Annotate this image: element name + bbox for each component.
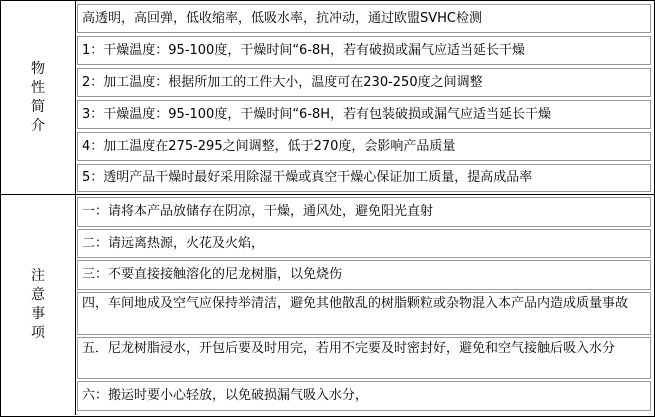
precaution-row-5: 五．尼龙树脂浸水，开包后要及时用完，若用不完要及时密封好，避免和空气接触后吸入水分 bbox=[77, 337, 651, 379]
property-row-6: 5：透明产品干燥时最好采用除湿干燥或真空干燥心保证加工质量，提高成品率 bbox=[77, 164, 651, 192]
precaution-row-3: 三：不要直接接触溶化的尼龙树脂，以免烧伤 bbox=[77, 260, 651, 290]
precaution-row-6: 六：搬运时要小心轻放，以免破损漏气吸入水分， bbox=[77, 381, 651, 411]
property-row-5: 4：加工温度在275-295之间调整，低于270度，会影响产品质量 bbox=[77, 132, 651, 161]
section-label-char: 物 bbox=[31, 60, 45, 77]
property-row-1: 高透明，高回弹，低收缩率，低吸水率，抗冲动，通过欧盟SVHC检测 bbox=[77, 4, 651, 33]
section-label-properties bbox=[0, 1, 76, 194]
property-row-2: 1：干燥温度：95-100度，干燥时间“6-8H，若有破损或漏气应适当延长干燥 bbox=[77, 36, 651, 65]
section-label-char: 意 bbox=[31, 287, 45, 303]
section-divider bbox=[1, 194, 654, 195]
section-label-precautions bbox=[0, 195, 76, 415]
section-label-char: 性 bbox=[31, 79, 45, 96]
precaution-row-2: 二：请远离热源，火花及火焰， bbox=[77, 229, 651, 258]
section-label-char: 事 bbox=[31, 306, 45, 322]
property-row-4: 3：干燥温度：95-100度，干燥时间“6-8H，若有包装破损或漏气应适当延长干燥 bbox=[77, 100, 651, 129]
section-label-char: 注 bbox=[31, 268, 45, 284]
precaution-row-1: 一：请将本产品放储存在阴凉，干燥，通风处，避免阳光直射 bbox=[77, 197, 651, 227]
section-label-char: 项 bbox=[31, 325, 45, 341]
section-label-char: 简 bbox=[31, 98, 45, 115]
precaution-row-4: 四，车间地成及空气应保持举清洁，避免其他散乱的树脂颗粒或杂物混入本产品内造成质量事故 bbox=[77, 292, 651, 335]
property-row-3: 2：加工温度：根据所加工的工件大小，温度可在230-250度之间调整 bbox=[77, 68, 651, 97]
section-label-char: 介 bbox=[31, 117, 45, 134]
